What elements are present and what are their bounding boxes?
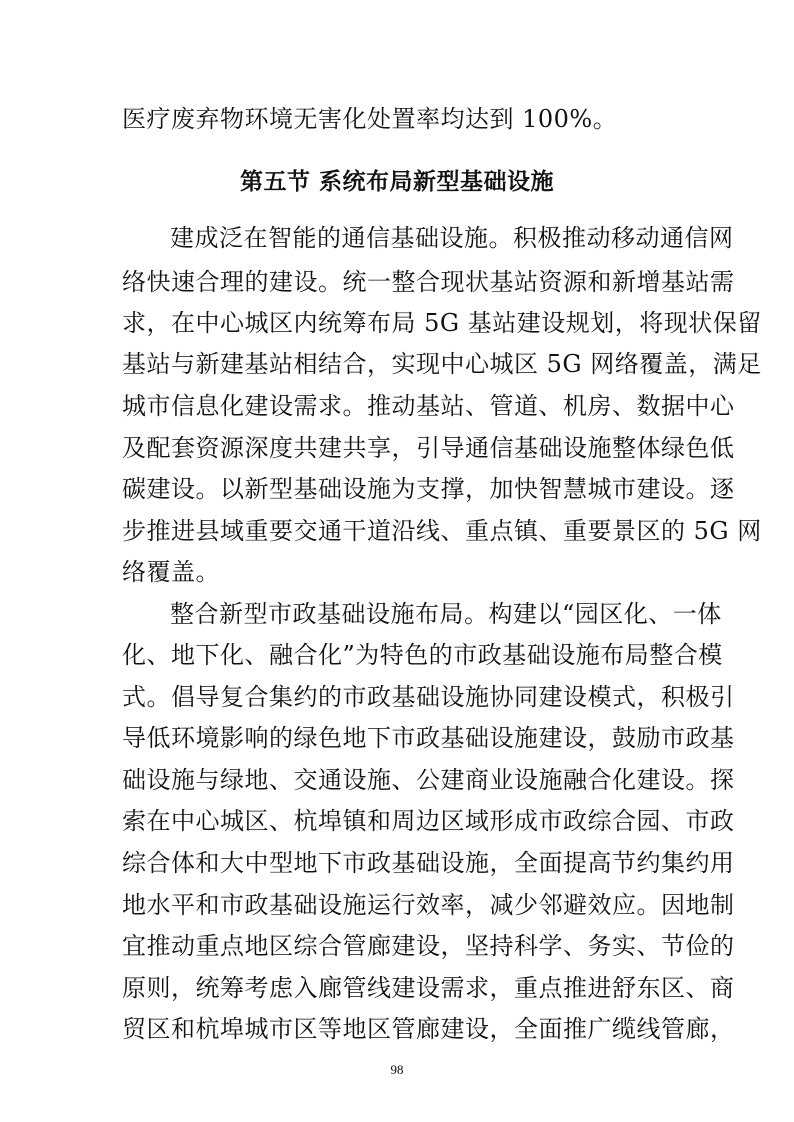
paragraph-line: 及配套资源深度共建共享，引导通信基础设施整体绿色低 — [122, 434, 735, 462]
paragraph-line: 础设施与绿地、交通设施、公建商业设施融合化建设。探 — [122, 766, 735, 794]
paragraph-line: 贸区和杭埠城市区等地区管廊建设，全面推广缆线管廊， — [122, 1015, 735, 1043]
paragraph-line: 化、地下化、融合化”为特色的市政基础设施布局整合模 — [122, 641, 723, 669]
paragraph-line: 络快速合理的建设。统一整合现状基站资源和新增基站需 — [122, 268, 735, 296]
paragraph-line: 络覆盖。 — [122, 558, 220, 586]
paragraph-line: 整合新型市政基础设施布局。构建以“园区化、一体 — [170, 600, 722, 628]
paragraph-line: 原则，统筹考虑入廊管线建设需求，重点推进舒东区、商 — [122, 974, 735, 1002]
paragraph-line: 基站与新建基站相结合，实现中心城区 5G 网络覆盖，满足 — [122, 350, 762, 378]
paragraph-line: 导低环境影响的绿色地下市政基础设施建设，鼓励市政基 — [122, 724, 735, 752]
paragraph-line: 城市信息化建设需求。推动基站、管道、机房、数据中心 — [122, 392, 735, 420]
paragraph-line: 综合体和大中型地下市政基础设施，全面提高节约集约用 — [122, 849, 735, 877]
paragraph-line: 求，在中心城区内统筹布局 5G 基站建设规划，将现状保留 — [122, 309, 762, 337]
paragraph-line: 宜推动重点地区综合管廊建设，坚持科学、务实、节俭的 — [122, 932, 735, 960]
paragraph-line: 索在中心城区、杭埠镇和周边区域形成市政综合园、市政 — [122, 807, 735, 835]
section-title: 第五节 系统布局新型基础设施 — [239, 169, 554, 195]
paragraph-line: 步推进县域重要交通干道沿线、重点镇、重要景区的 5G 网 — [122, 517, 762, 545]
paragraph-line: 建成泛在智能的通信基础设施。积极推动移动通信网 — [170, 224, 734, 252]
intro-text-line: 医疗废弃物环境无害化处置率均达到 100%。 — [122, 105, 618, 133]
paragraph-line: 地水平和市政基础设施运行效率，减少邻避效应。因地制 — [122, 891, 735, 919]
paragraph-line: 式。倡导复合集约的市政基础设施协同建设模式，积极引 — [122, 683, 735, 711]
page-number: 98 — [390, 1062, 404, 1077]
paragraph-line: 碳建设。以新型基础设施为支撑，加快智慧城市建设。逐 — [122, 475, 735, 503]
